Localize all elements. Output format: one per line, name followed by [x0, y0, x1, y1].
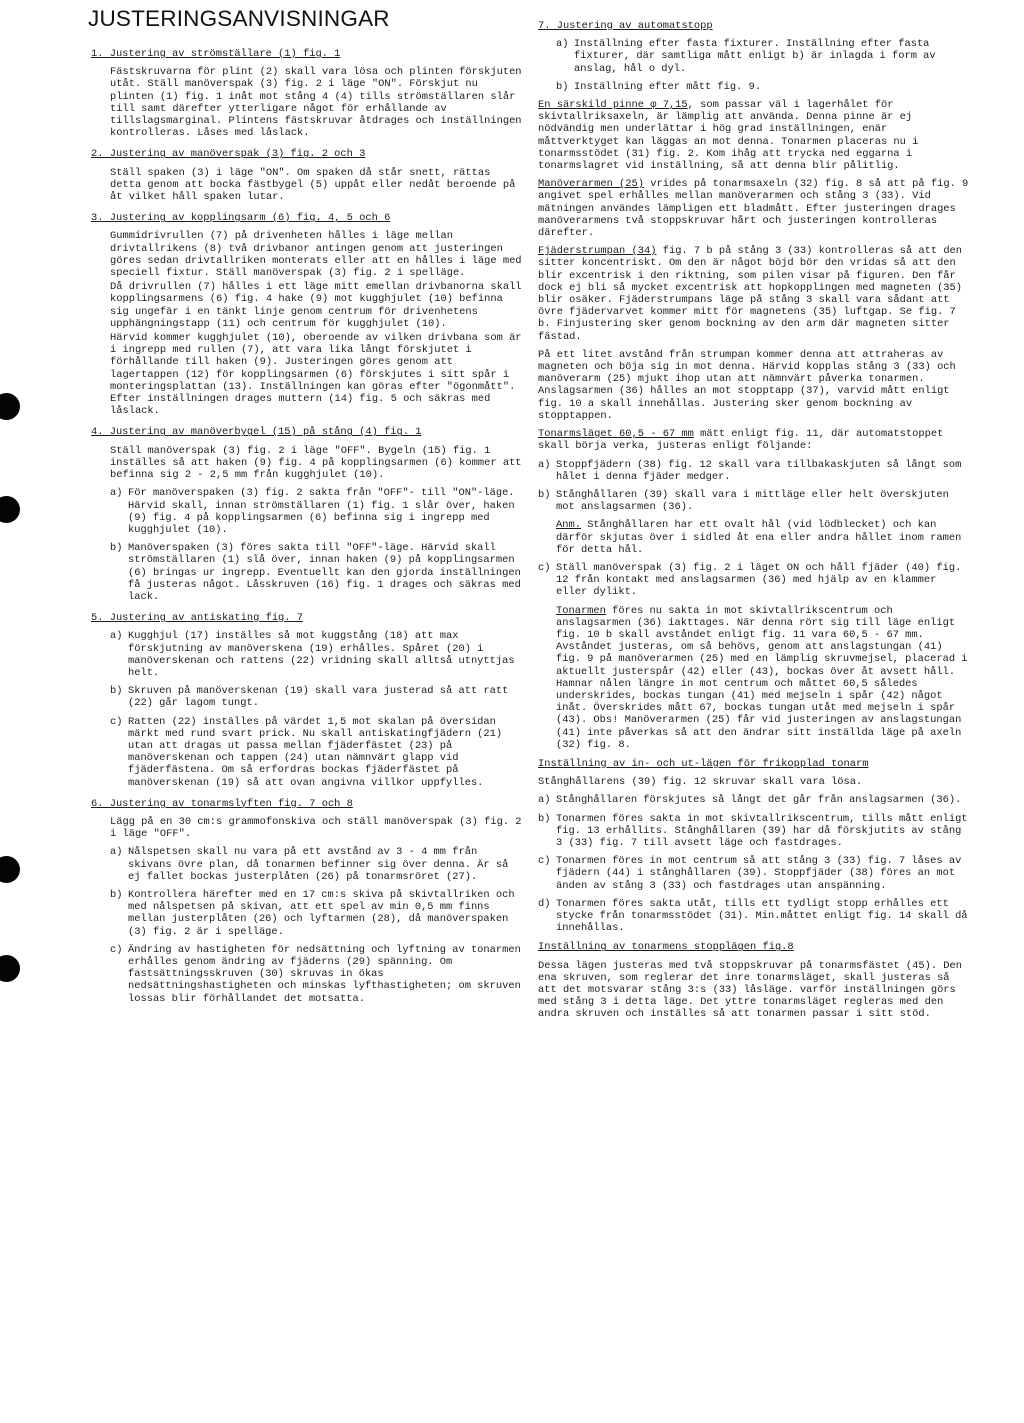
note — [538, 519, 972, 556]
item-letter: b) — [110, 888, 123, 901]
paragraph: Fästskruvarna för plint (2) skall vara lösa och plinten förskjuten utåt. Ställ manöverspak (3) fig. 2 i läge "ON". Förskjut nu plinten (1) fig. 1 inåt mot stång 4 (4) tills strömställaren slår till samt därefter ytterligare något för erhållande av tillslagsmarginal. Plintens fästskruvar åtdrages och inställningen kontrolleras. Låses med låslack. — [110, 66, 522, 140]
paragraph — [538, 349, 972, 422]
paragraph-lead: Tonarmen — [556, 604, 606, 617]
section-6 — [91, 798, 523, 1005]
section-3 — [91, 212, 523, 417]
item-text: Inställning efter fasta fixturer. Inställning efter fasta fixturer, där samtliga mått enligt b) är inlagda i form av anslag, hål o dyl. — [574, 38, 936, 75]
list-item — [538, 813, 972, 850]
list-item — [538, 489, 972, 513]
section-heading: 6. Justering av tonarmslyften fig. 7 och 8 — [91, 797, 353, 810]
paragraph-text: fig. 7 b på stång 3 (33) kontrolleras så att den sitter koncentriskt. Om den är något böjd bör den vridas så att den blir excentrisk i den riktning, som pilen visar på figuren. Den får dock ej bli så mycket excentrisk att hopkopplingen med magneten (35) blir osäker. Fjäderstrumpans läge på stång 3 skall vara sådant att övre fjädervarvet kommer mitt för magnetens (35) luftgap. Se fig. 7 b. Finjustering sker genom bockning av den arm där magneten sitter fästad. — [538, 245, 963, 343]
paragraph: Då drivrullen (7) hålles i ett läge mitt emellan drivbanorna skall kopplingsarmens (6) fig. 4 hake (9) mot kugghjulet (10) befinna sig ungefär i en tänkt linje genom centrum för drivenhetens upphängningstapp (11) och centrum för kugghjulet (10). — [110, 281, 522, 330]
section-5 — [91, 612, 523, 789]
paragraph — [538, 245, 972, 343]
subsection-heading: Inställning av tonarmens stopplägen fig.8 — [538, 941, 794, 954]
list-item — [110, 630, 523, 679]
list-item — [110, 716, 523, 789]
list-item — [538, 855, 972, 892]
item-text: Skruven på manöverskenan (19) skall vara justerad så att ratt (22) går lagom tungt. — [128, 685, 509, 710]
note-lead: Anm. — [556, 519, 581, 532]
paragraph-text: På ett litet avstånd från strumpan kommer denna att attraheras av magneten och böja sig in mot denna. Härvid kopplas stång 3 (33) och manöverarm (25) mjukt ihop utan att nämnvärt påverka tonarmen. Anslagsarmen (36) hålles an mot stopptapp (37), varvid mått enligt fig. 10 a skall innehållas. Justering sker genom bockning av stopptappen. — [538, 348, 956, 422]
list-item — [556, 38, 972, 75]
item-letter: b) — [110, 542, 123, 555]
paragraph — [538, 99, 972, 172]
item-letter: a) — [556, 38, 569, 51]
item-letter: a) — [538, 794, 551, 807]
item-letter: a) — [110, 630, 123, 643]
subsection-heading: Inställning av in- och ut-lägen för frikopplad tonarm — [538, 757, 869, 770]
paragraph: Dessa lägen justeras med två stoppskruvar på tonarmsfästet (45). Den ena skruven, som reglerar det inre tonarmsläget, skall justeras så att det motsvarar stång 3:s (33) låsläge. varför inställningen görs med stång 3 i detta läge. Det yttre tonarmsläget regleras med den andra skruven och inställes så att tonarmen passar i sitt stöd. — [538, 959, 963, 1021]
section-4 — [91, 426, 523, 603]
item-letter: a) — [110, 846, 123, 859]
item-text: Inställning efter mått fig. 9. — [574, 80, 762, 93]
paragraph: Ställ spaken (3) i läge "ON". Om spaken då står snett, rättas detta genom att bocka fästbygel (5) uppåt eller nedåt beroende på åt vilket håll spaken lutar. — [110, 166, 516, 204]
list-item — [110, 944, 523, 1005]
section-2 — [91, 148, 523, 203]
punch-hole — [0, 496, 20, 523]
item-letter: a) — [538, 458, 551, 471]
page-title: JUSTERINGSANVISNINGAR — [88, 6, 390, 31]
section-heading: 7. Justering av automatstopp — [538, 20, 713, 32]
list-item — [538, 562, 972, 599]
paragraph: Gummidrivrullen (7) på drivenheten hålles i läge mellan drivtallrikens (8) två drivbanor antingen genom att justeringen göres sedan drivtallriken monterats eller att en hålles i läge med speciell fixtur. Ställ manöverspak (3) fig. 2 i spelläge. — [110, 230, 522, 280]
list-item — [538, 898, 972, 935]
paragraph — [538, 605, 972, 751]
paragraph — [538, 178, 972, 239]
punch-hole — [0, 856, 20, 883]
paragraph-lead: En särskild pinne φ 7,15 — [538, 99, 688, 112]
list-item — [538, 459, 972, 483]
item-letter: d) — [538, 897, 551, 910]
list-item — [110, 685, 523, 709]
item-letter: c) — [110, 715, 123, 728]
item-text: Kugghjul (17) inställes så mot kuggstång (18) att max förskjutning av manöverskena (19) erhålles. Spåret (20) i manöverskenan och rattens (22) vridning skall alltså utnyttjas helt. — [128, 630, 515, 679]
punch-hole — [0, 955, 20, 982]
item-letter: b) — [538, 488, 551, 501]
paragraph: Ställ manöverspak (3) fig. 2 i läge "OFF". Bygeln (15) fig. 1 inställes så att haken (9) fig. 4 på kopplingsarmen (6) kommer att befinna sig 2 - 2,5 mm från kugghjulet (10). — [110, 444, 522, 482]
list-item — [110, 889, 523, 938]
note-text: Stånghållaren har ett ovalt hål (vid lödblecket) och kan därför skjutas över i sidled åt ena eller andra hållet inom ramen för detta hål. — [556, 519, 962, 556]
item-letter: c) — [538, 855, 551, 868]
item-text: Ändring av hastigheten för nedsättning och lyftning av tonarmen erhålles genom ändring av fjäderns (29) spänning. Om fastsättningsskruven (30) skruvas in ökas nedsättningshastigheten och minskas lyfthastigheten; om skruven lossas blir förhållandet det motsatta. — [128, 943, 521, 1005]
paragraph: Lägg på en 30 cm:s grammofonskiva och ställ manöverspak (3) fig. 2 i läge "OFF". — [110, 815, 522, 841]
paragraph: Härvid kommer kugghjulet (10), oberoende av vilken drivbana som är i ingrepp med rullen (7), att vara lika långt förskjutet i förhållande till haken (9). Justeringen göres genom att lagertappen (12) för kopplingsarmen (6) förskjutes i sitt spår i monteringsplattan (13). Inställningen kan göras efter "ögonmått". Efter inställningen drages muttern (14) fig. 5 och säkras med låslack. — [110, 332, 522, 418]
section-1 — [91, 48, 523, 139]
section-heading: 2. Justering av manöverspak (3) fig. 2 och 3 — [91, 148, 366, 161]
paragraph-text: , som passar väl i lagerhålet för skivtallriksaxeln, är lämplig att använda. Denna pinne är ej nödvändig men underlättar i hög grad inställningen, enär måttverktyget kan läggas an mot denna. Tonarmen placeras nu i tonarmsstödet (31) fig. 2. Kom ihåg att trycka ned eggarna i tonarmslagret vid inställning, så att denna blir pålitlig. — [538, 99, 919, 173]
paragraph-lead: Manöverarmen (25) — [538, 178, 645, 191]
item-text: För manöverspaken (3) fig. 2 sakta från "OFF"- till "ON"-läge. Härvid skall, innan strömställaren (1) fig. 1 slår över, haken (9) fig. 4 på kopplingsarmen (6) befinna sig i ingrepp med kugghjulet (10). — [128, 487, 515, 536]
section-heading: 3. Justering av kopplingsarm (6) fig. 4, 5 och 6 — [91, 212, 391, 225]
paragraph-text: mätt enligt fig. 11, där automatstoppet skall börja verka, justeras enligt följande: — [538, 428, 944, 453]
item-text: Stoppfjädern (38) fig. 12 skall vara tillbakaskjuten så långt som hålet i denna fjäder medger. — [556, 458, 962, 483]
item-text: Tonarmen föres sakta in mot skivtallrikscentrum, tills mått enligt fig. 13 erhållits. Stånghållaren (39) har då förskjutits av stång 3 (33) fig. 7 till avsett läge och fastdrages. — [556, 812, 968, 849]
list-item — [110, 487, 523, 536]
item-text: Nålspetsen skall nu vara på ett avstånd av 3 - 4 mm från skivans övre plan, då tonarmen befinner sig över denna. Är så ej fallet bockas justerplåten (26) på tonarmsröret (27). — [128, 846, 509, 883]
item-letter: b) — [110, 685, 123, 698]
paragraph-lead: Fjäderstrumpan (34) — [538, 245, 657, 258]
left-column — [91, 0, 523, 1014]
item-text: Stånghållaren (39) skall vara i mittläge eller helt överskjuten mot anslagsarmen (36). — [556, 488, 949, 514]
section-heading: 5. Justering av antiskating fig. 7 — [91, 612, 304, 625]
section-heading: 1. Justering av strömställare (1) fig. 1 — [91, 48, 341, 60]
list-item — [538, 794, 972, 806]
item-letter: a) — [110, 487, 123, 500]
paragraph-lead: Tonarmsläget 60,5 - 67 mm — [538, 428, 694, 441]
list-item — [110, 542, 523, 603]
item-letter: c) — [110, 943, 123, 956]
section-heading: 4. Justering av manöverbygel (15) på stång (4) fig. 1 — [91, 426, 422, 439]
item-text: Stånghållaren förskjutes så långt det går från anslagsarmen (36). — [556, 794, 962, 807]
item-letter: c) — [538, 561, 551, 574]
item-text: Tonarmen föres sakta utåt, tills ett tydligt stopp erhålles ett stycke från tonarmsstödet (31). Min.måttet enligt fig. 14 skall då innehållas. — [556, 897, 968, 935]
item-letter: b) — [556, 80, 569, 93]
right-column — [538, 0, 972, 1021]
paragraph: Stånghållarens (39) fig. 12 skruvar skall vara lösa. — [538, 776, 863, 789]
paragraph-text: föres nu sakta in mot skivtallrikscentrum och anslagsarmen (36) iakttages. När denna rört sig till läge enligt fig. 10 b skall avståndet enligt fig. 11 vara 60,5 - 67 mm. Avståndet justeras, om så behövs, genom att anslagstungan (41) fig. 9 på manöverarmen (25) med en lämplig skruvmejsel, placerad i aktuellt justerspår (42) eller (43), bockas över åt avsett håll. Hamnar nålen längre in mot centrum och måttet 60,5 således underskrides, bockas tungan (41) med mejseln i spår (42) något inåt. Överskrides mått 67, bockas tungan utåt med mejseln i spår (43). Obs! Manöverarmen (25) får vid justeringen av anslagstungan (41) inte påverkas så att den ändrar sitt inställda läge på axeln (32) fig. 8. — [556, 604, 968, 751]
item-letter: b) — [538, 812, 551, 825]
punch-hole — [0, 393, 20, 420]
paragraph — [538, 428, 972, 452]
item-text: Tonarmen föres in mot centrum så att stång 3 (33) fig. 7 låses av fjädern (44) i stånghållaren (39). Stoppfjäder (38) föres an mot änden av stång 3 (33) och fastdrages utan anspänning. — [556, 855, 962, 892]
item-text: Ställ manöverspak (3) fig. 2 i läget ON och håll fjäder (40) fig. 12 från kontakt med anslagsarmen (36) med hjälp av en klammer eller dylikt. — [556, 561, 962, 599]
paragraph-text: vrides på tonarmsaxeln (32) fig. 8 så att på fig. 9 angivet spel erhålles mellan manöverarmen och stång 3 (33). Vid mätningen användes lämpligen ett bladmått. Efter justeringen drages manöverarmens två stoppskruvar hårt och justeringen kontrolleras därefter. — [538, 178, 969, 240]
list-item — [110, 846, 523, 883]
item-text: Manöverspaken (3) föres sakta till "OFF"-läge. Härvid skall strömställaren (1) slå över, innan haken (9) på kopplingsarmen (6) bringas ur ingrepp. Eventuellt kan den gjorda inställningen få justeras något. Låsskruven (16) fig. 1 drages och säkras med lack. — [128, 542, 521, 603]
item-text: Ratten (22) inställes på värdet 1,5 mot skalan på översidan märkt med rund svart prick. Nu skall antiskatingfjädern (21) utan att dragas ut passa mellan fjäderfästet (23) på manöverskenan och tappen (24) utan nämnvärt glapp vid fjäderfästena. Om så erfordras bockas fjäderfästet på manöverskenan (19) så att ovan angivna villkor uppfylles. — [128, 715, 503, 789]
item-text: Kontrollera härefter med en 17 cm:s skiva på skivtallriken och med nålspetsen på skivan, att ett spel av min 0,5 mm finns mellan justerplåten (26) och lyftarmen (28), då manöverspaken (3) fig. 2 är i spelläge. — [128, 888, 515, 938]
list-item — [556, 81, 972, 93]
